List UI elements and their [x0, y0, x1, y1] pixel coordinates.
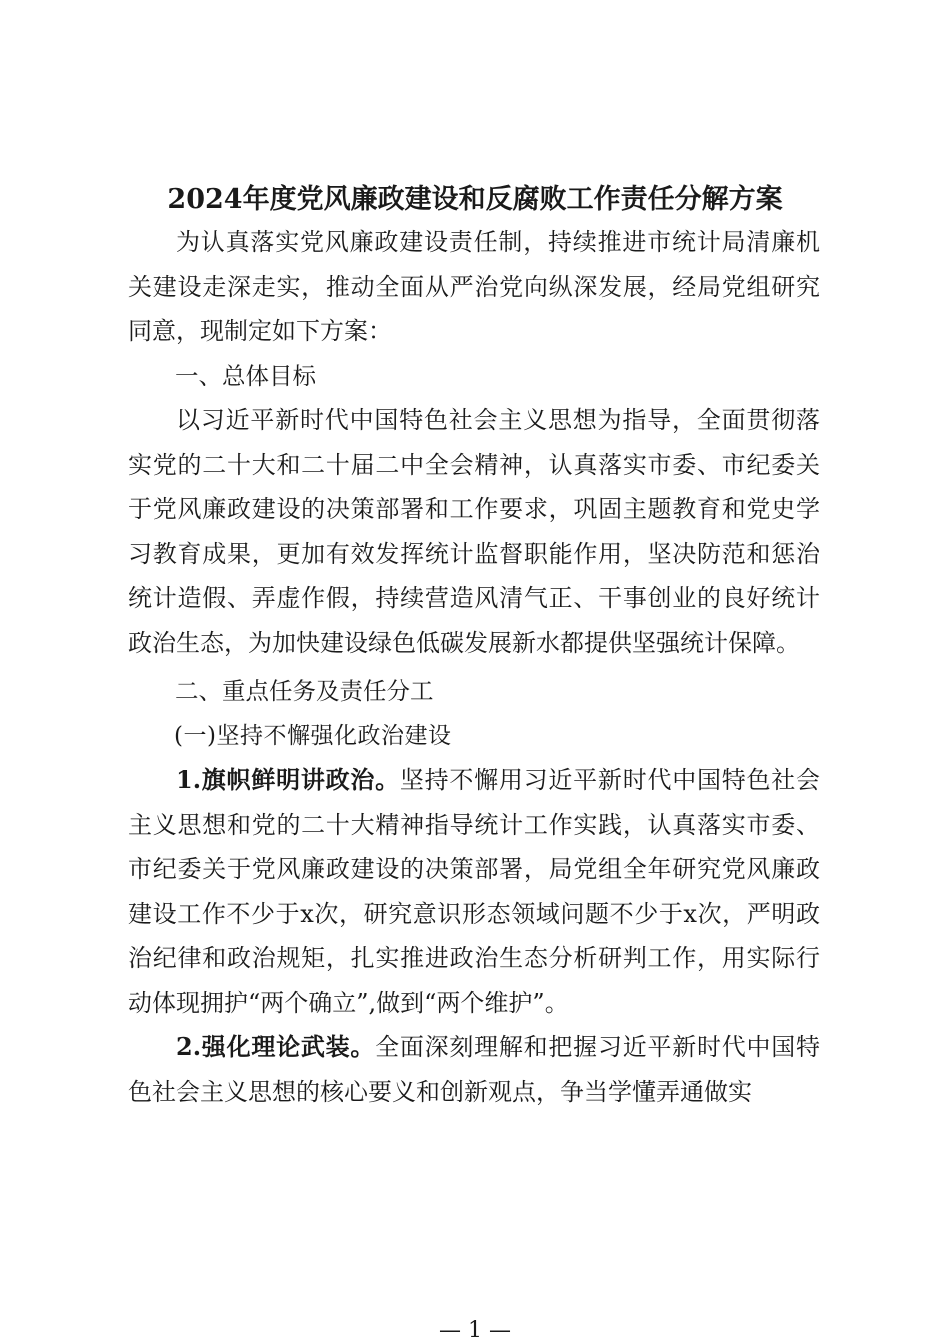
item-2-paragraph [128, 1025, 820, 1114]
document-title: 2024年度党风廉政建设和反腐败工作责任分解方案 [167, 184, 783, 215]
section-2-subheading: (一)坚持不懈强化政治建设 [174, 722, 452, 749]
section-1-paragraph: 以习近平新时代中国特色社会主义思想为指导，全面贯彻落实党的二十大和二十届二中全会精神，认真落实市委、市纪委关于党风廉政建设的决策部署和工作要求，巩固主题教育和党史学习教育成果，更加有效发挥统计监督职能作用，坚决防范和惩治统计造假、弄虚作假，持续营造风清气正、干事创业的良好统计政治生态，为加快建设绿色低碳发展新水都提供坚强统计保障。 [128, 406, 820, 657]
page-number: — 1 — [439, 1318, 511, 1343]
item-2-text: 全面深刻理解和把握习近平新时代中国特色社会主义思想的核心要义和创新观点，争当学懂弄通做实 [128, 1033, 821, 1106]
item-2-lead: 2.强化理论武装。 [176, 1032, 376, 1061]
item-1-text: 坚持不懈用习近平新时代中国特色社会主义思想和党的二十大精神指导统计工作实践，认真落实市委、市纪委关于党风廉政建设的决策部署，局党组全年研究党风廉政建设工作不少于x次，研究意识形态领域问题不少于x次，严明政治纪律和政治规矩，扎实推进政治生态分析研判工作，用实际行动体现拥护“两个确立”,做到“两个维护”。 [128, 766, 820, 1017]
section-2-heading: 二、重点任务及责任分工 [175, 677, 434, 705]
item-1-lead: 1.旗帜鲜明讲政治。 [176, 765, 400, 794]
intro-paragraph: 为认真落实党风廉政建设责任制，持续推进市统计局清廉机关建设走深走实，推动全面从严治党向纵深发展，经局党组研究同意，现制定如下方案： [128, 228, 820, 345]
item-1-paragraph [128, 758, 820, 1025]
section-1-heading: 一、总体目标 [175, 361, 316, 390]
document-body [128, 220, 820, 1114]
